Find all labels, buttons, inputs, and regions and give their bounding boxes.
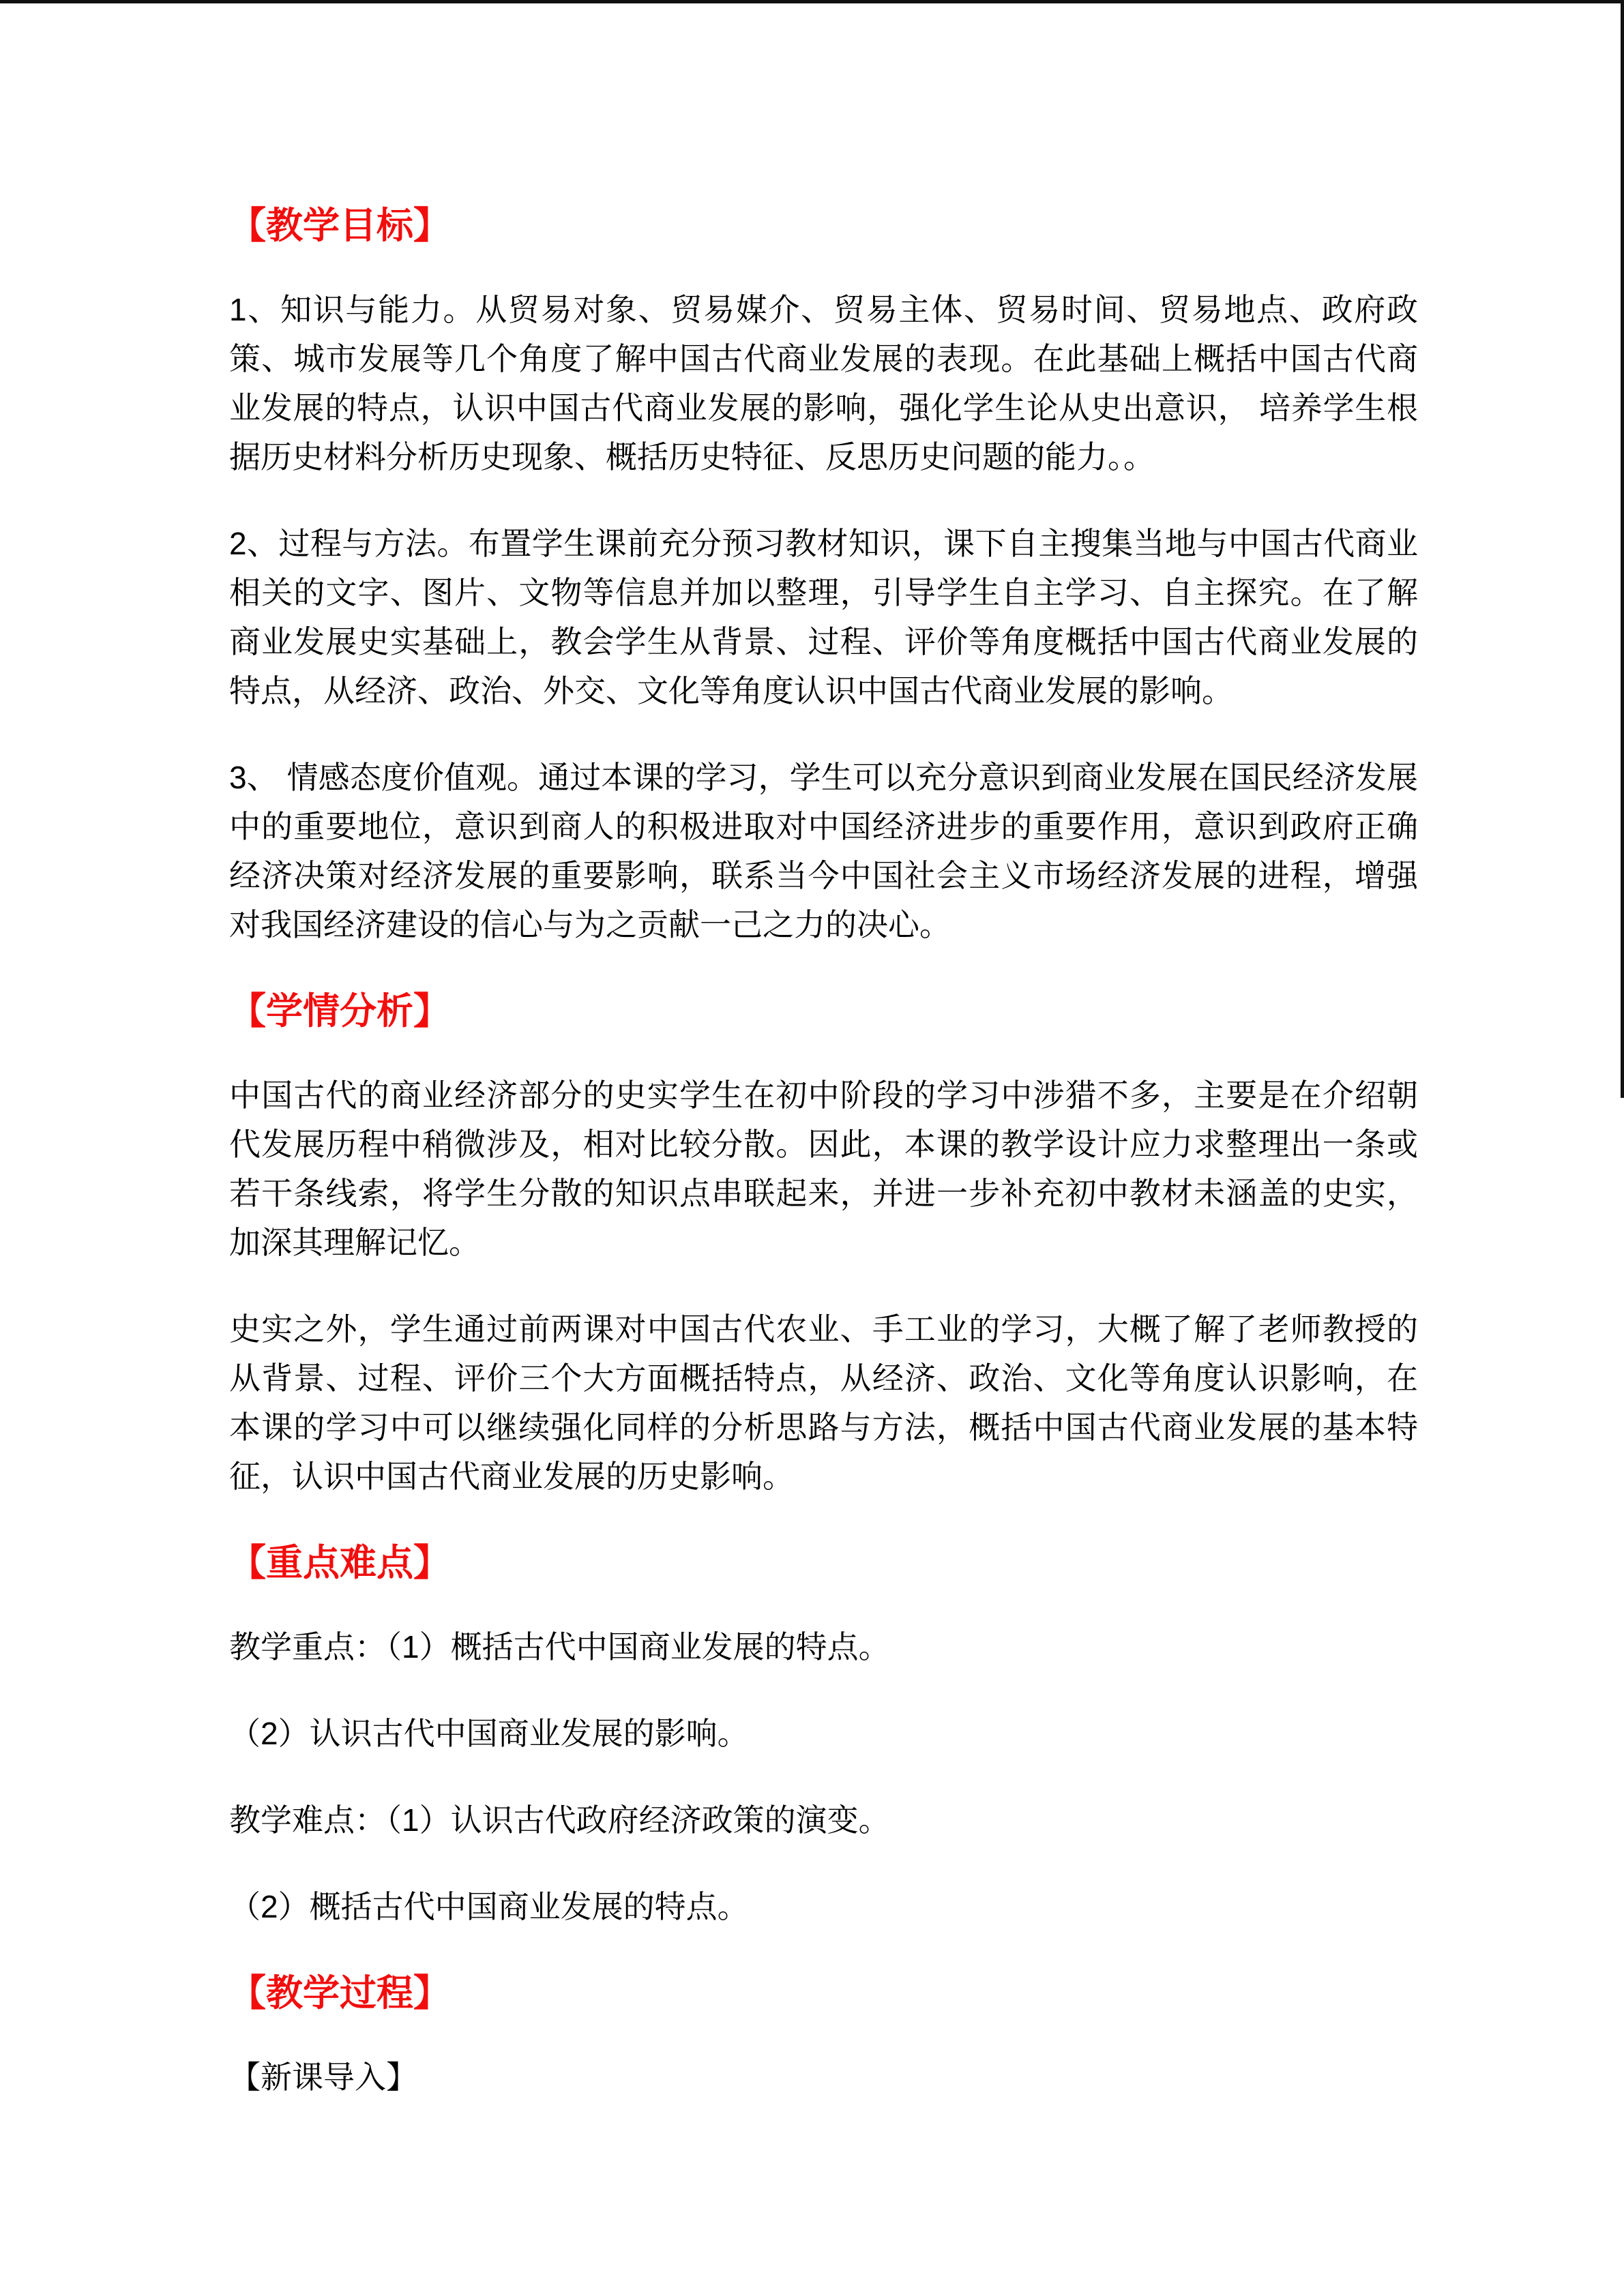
heading-teaching-process: 【教学过程】 — [229, 1973, 450, 2014]
paragraph-process-and-method: 2、过程与方法。布置学生课前充分预习教材知识，课下自主搜集当地与中国古代商业相关的文字、图片、文物等信息并加以整理，引导学生自主学习、自主探究。在了解商业发展史实基础上，教会学生从背景、过程、评价等角度概括中国古代商业发展的特点，从经济、政治、外交、文化等角度认识中国古代商业发展的影响。 — [229, 526, 1418, 709]
paragraph-emotion-attitude-values: 3、 情感态度价值观。通过本课的学习，学生可以充分意识到商业发展在国民经济发展中的重要地位，意识到商人的积极进取对中国经济进步的重要作用，意识到政府正确经济决策对经济发展的重要影响，联系当今中国社会主义市场经济发展的进程，增强对我国经济建设的信心与为之贡献一己之力的决心。 — [229, 760, 1418, 942]
label-new-lesson-intro: 【新课导入】 — [229, 2059, 417, 2095]
screenshot-right-border — [1621, 0, 1624, 1098]
heading-key-and-difficult-points: 【重点难点】 — [229, 1542, 450, 1583]
paragraph-learner-analysis-1: 中国古代的商业经济部分的史实学生在初中阶段的学习中涉猎不多，主要是在介绍朝代发展历程中稍微涉及，相对比较分散。因此，本课的教学设计应力求整理出一条或若干条线索，将学生分散的知识点串联起来，并进一步补充初中教材未涵盖的史实，加深其理解记忆。 — [229, 1077, 1418, 1260]
paragraph-teaching-difficulty-2: （2）概括古代中国商业发展的特点。 — [229, 1889, 749, 1924]
paragraph-teaching-key-point-1: 教学重点：（1）概括古代中国商业发展的特点。 — [229, 1629, 890, 1665]
heading-learner-analysis: 【学情分析】 — [229, 991, 450, 1032]
screenshot-top-border — [0, 0, 1624, 3]
paragraph-learner-analysis-2: 史实之外，学生通过前两课对中国古代农业、手工业的学习，大概了解了老师教授的从背景、过程、评价三个大方面概括特点，从经济、政治、文化等角度认识影响，在本课的学习中可以继续强化同样的分析思路与方法，概括中国古代商业发展的基本特征，认识中国古代商业发展的历史影响。 — [229, 1311, 1418, 1494]
paragraph-teaching-difficulty-1: 教学难点：（1）认识古代政府经济政策的演变。 — [229, 1802, 890, 1838]
paragraph-teaching-key-point-2: （2）认识古代中国商业发展的影响。 — [229, 1716, 749, 1751]
heading-teaching-goals: 【教学目标】 — [229, 205, 450, 246]
paragraph-knowledge-and-ability: 1、知识与能力。从贸易对象、贸易媒介、贸易主体、贸易时间、贸易地点、政府政策、城市发展等几个角度了解中国古代商业发展的表现。在此基础上概括中国古代商业发展的特点，认识中国古代商业发展的影响，强化学生论从史出意识， 培养学生根据历史材料分析历史现象、概括历史特征、反思历史问题的能力。。 — [229, 292, 1418, 475]
